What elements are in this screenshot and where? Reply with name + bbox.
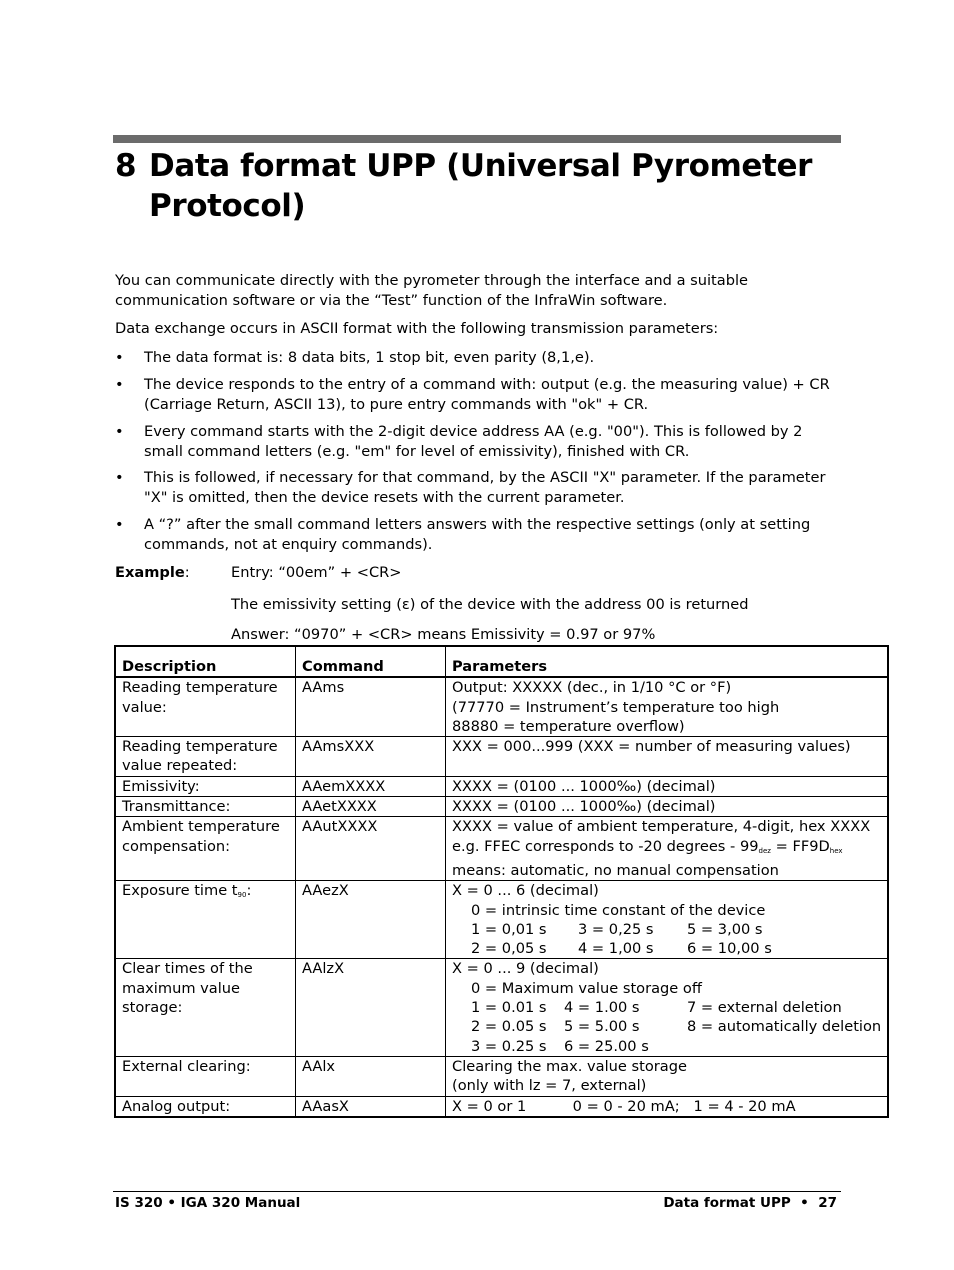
column-header: Parameters	[446, 646, 889, 677]
intro-paragraph: You can communicate directly with the pyrometer through the interface and a suitable communication software or via the “Test” function of the InfraWin software.	[115, 272, 749, 309]
table-row: Reading temperature value repeated: AAmsXXX XXX = 000...999 (XXX = number of measuring values)	[115, 737, 888, 777]
table-row: Clear times of the maximum value storage: AAlzX X = 0 ... 9 (decimal) 0 = Maximum value storage off 1 = 0.01 s 4 = 1.00 s 7 = external deletion 2 = 0.05 s 5 = 5.00 s 8 = automatically deletion 3 = 0.25 s 6 = 25.00 s	[115, 959, 888, 1056]
example-entry: Entry: “00em” + <CR>	[231, 564, 402, 581]
example-answer: Answer: “0970” + <CR> means Emissivity = 0.97 or 97%	[231, 626, 656, 643]
table-row: External clearing: AAlx Clearing the max. value storage (only with lz = 7, external)	[115, 1056, 888, 1096]
column-header: Description	[115, 646, 296, 677]
bullet-icon: •	[115, 349, 124, 366]
table-row: Emissivity: AAemXXXX XXXX = (0100 ... 1000‰) (decimal)	[115, 776, 888, 796]
chapter-title: Data format UPP (Universal Pyrometer Protocol)	[149, 148, 812, 224]
table-row: Reading temperature value: AAms Output: XXXXX (dec., in 1/10 °C or °F) (77770 = Instrument’s temperature too high 88880 = temperature overflow)	[115, 677, 888, 736]
intro-paragraph: Data exchange occurs in ASCII format with the following transmission parameters:	[115, 320, 719, 337]
chapter-rule	[113, 135, 841, 143]
footer-left: IS 320 • IGA 320 Manual	[115, 1195, 301, 1211]
table-row: Transmittance: AAetXXXX XXXX = (0100 ... 1000‰) (decimal)	[115, 797, 888, 817]
table-row: Analog output: AAasX X = 0 or 1 0 = 0 - 20 mA; 1 = 4 - 20 mA	[115, 1096, 888, 1117]
table-header-row	[115, 646, 888, 677]
table-row: Exposure time $t_{90}$: AAezX X = 0 ... 6 (decimal) 0 = intrinsic time constant of the device 1 = 0,01 s 3 = 0,25 s 5 = 3,00 s 2 = 0,05 s 4 = 1,00 s 6 = 10,00 s	[115, 881, 888, 959]
bullet-icon: •	[115, 469, 124, 486]
footer-right: Data format UPP • 27	[663, 1195, 837, 1211]
table-row: Ambient temperature compensation: AAutXXXX XXXX = value of ambient temperature, 4-digit, hex XXXX e.g. FFEC corresponds to -20 degrees - $99_{dez} = FF9D_{hex}$ means: automatic, no manual compensation	[115, 817, 888, 881]
command-table	[114, 645, 889, 1118]
chapter-number: 8	[115, 148, 137, 184]
column-header: Command	[296, 646, 446, 677]
bullet-icon: •	[115, 516, 124, 533]
bullet-icon: •	[115, 423, 124, 440]
bullet-icon: •	[115, 376, 124, 393]
footer-rule	[113, 1191, 841, 1192]
example-label: Example:	[115, 564, 190, 581]
example-description: The emissivity setting (ε) of the device with the address 00 is returned	[231, 596, 749, 613]
